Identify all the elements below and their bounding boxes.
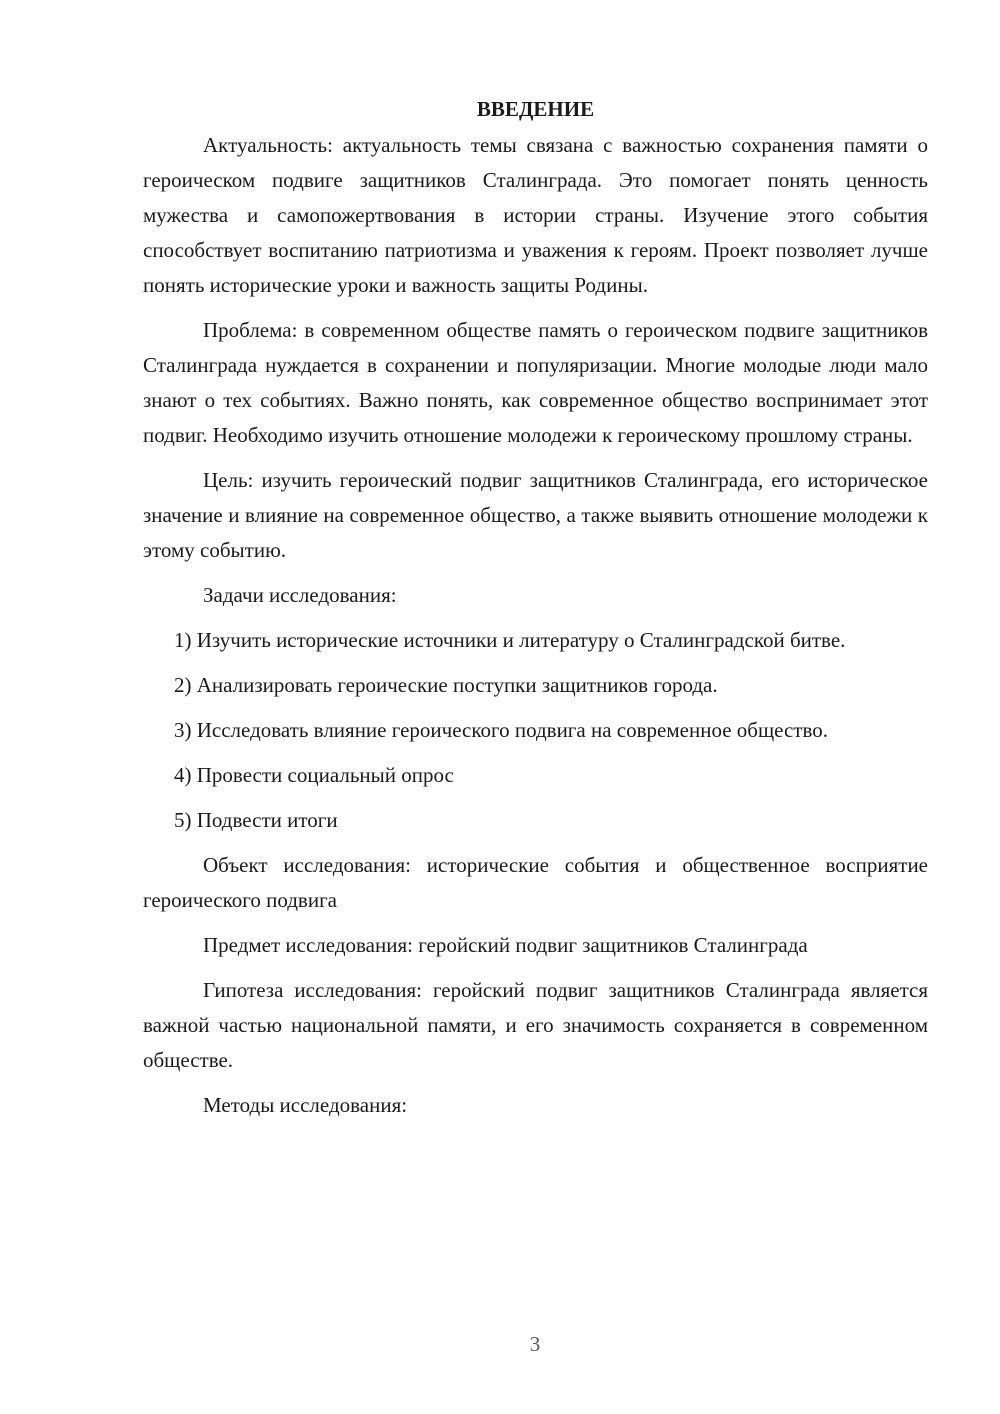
task-item-3: 3) Исследовать влияние героического подвига на современное общество. <box>174 718 828 742</box>
task-item-4: 4) Провести социальный опрос <box>174 763 454 787</box>
page-number: 3 <box>529 1332 541 1356</box>
paragraph-tasks-heading: Задачи исследования: <box>203 583 397 607</box>
paragraph-subject: Предмет исследования: геройский подвиг защитников Сталинграда <box>203 933 808 957</box>
paragraph-problem: Проблема: в современном обществе память о героическом подвиге защитников Сталинграда нуждается в сохранении и популяризации. Многие молодые люди мало знают о тех событиях. Важно понять, как современное общество воспринимает этот подвиг. Необходимо изучить отношение молодежи к героическому прошлому страны. <box>143 318 928 447</box>
document-page <box>143 92 928 1133</box>
paragraph-relevance: Актуальность: актуальность темы связана с важностью сохранения памяти о героическом подвиге защитников Сталинграда. Это помогает понять ценность мужества и самопожертвования в истории страны. Изучение этого события способствует воспитанию патриотизма и уважения к героям. Проект позволяет лучше понять исторические уроки и важность защиты Родины. <box>143 133 928 297</box>
task-item-1: 1) Изучить исторические источники и литературу о Сталинградской битве. <box>174 628 846 652</box>
task-item-5: 5) Подвести итоги <box>174 808 338 832</box>
task-item-2: 2) Анализировать героические поступки защитников города. <box>174 673 718 697</box>
paragraph-object: Объект исследования: исторические события и общественное восприятие героического подвига <box>143 853 928 912</box>
paragraph-goal: Цель: изучить героический подвиг защитников Сталинграда, его историческое значение и влияние на современное общество, а также выявить отношение молодежи к этому событию. <box>143 468 928 562</box>
section-title: ВВЕДЕНИЕ <box>476 97 595 121</box>
paragraph-hypothesis: Гипотеза исследования: геройский подвиг защитников Сталинграда является важной частью национальной памяти, и его значимость сохраняется в современном обществе. <box>143 978 928 1072</box>
paragraph-methods: Методы исследования: <box>203 1093 408 1117</box>
